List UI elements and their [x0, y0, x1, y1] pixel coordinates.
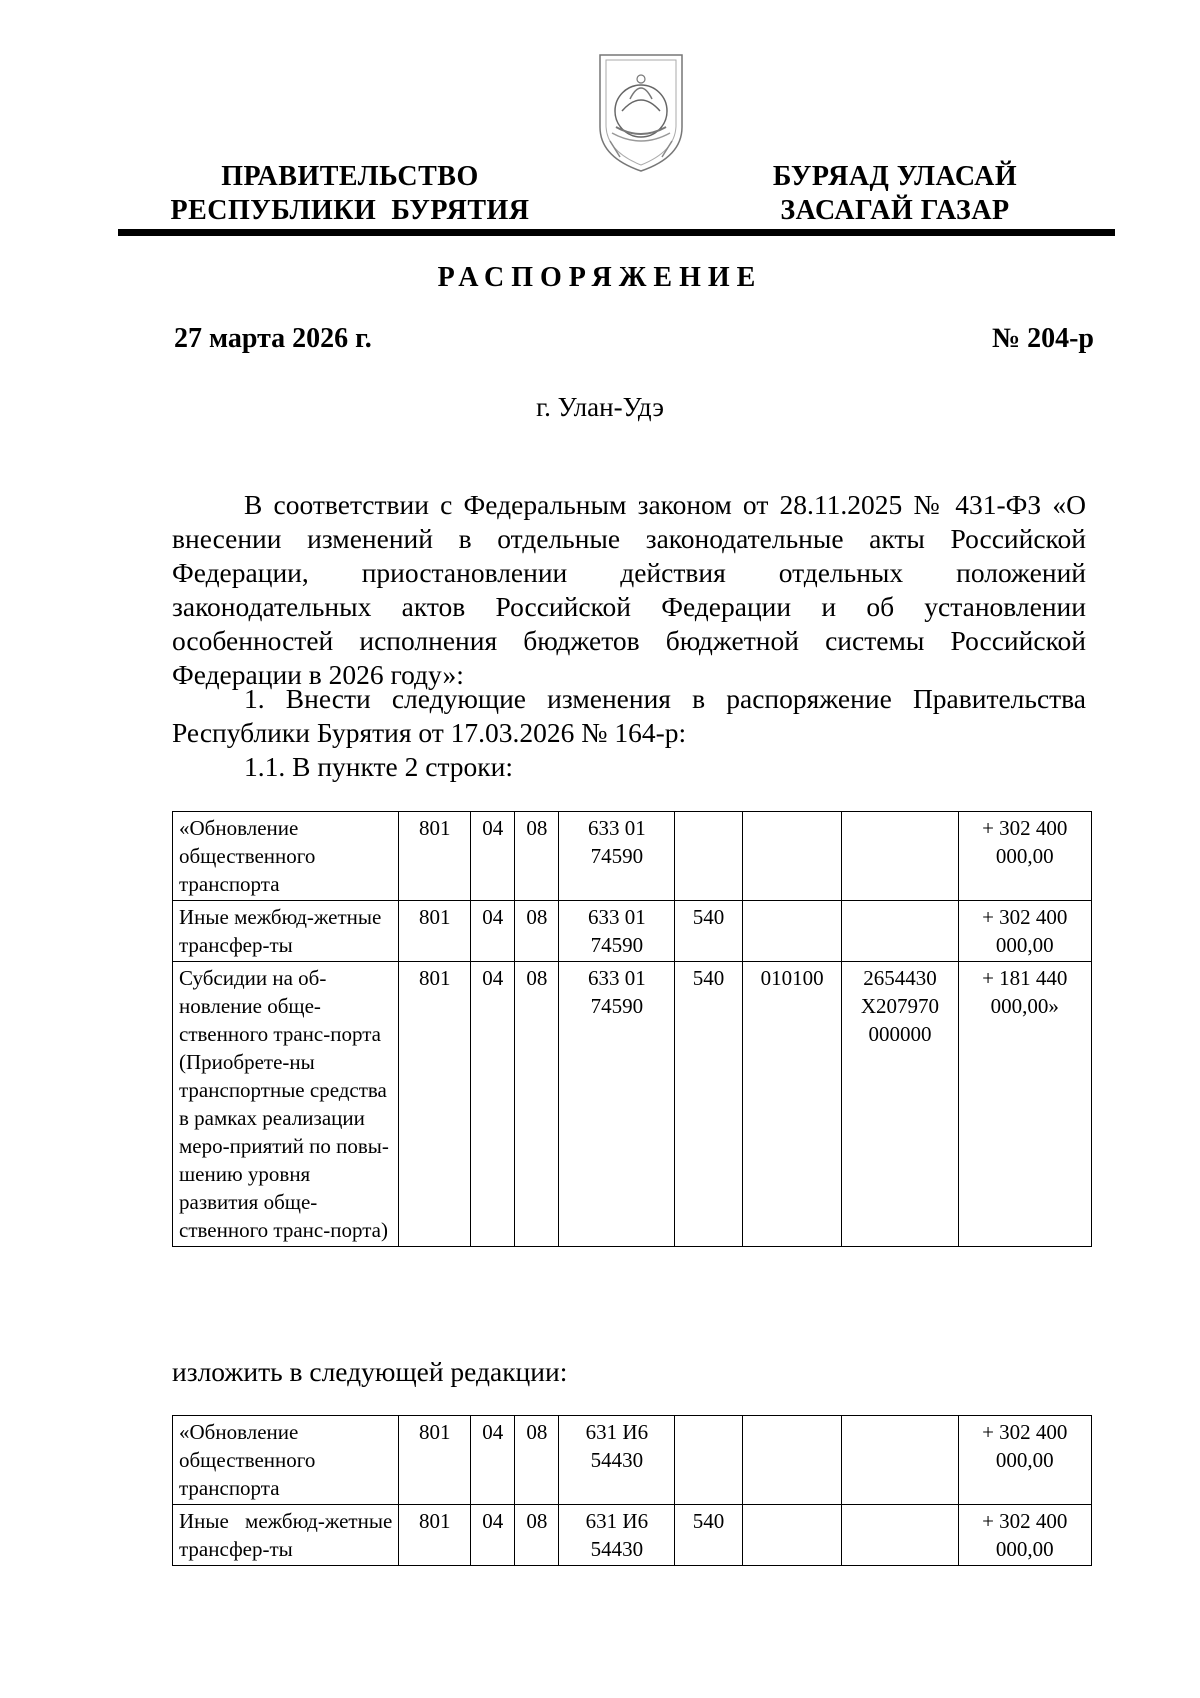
header-left-line1: ПРАВИТЕЛЬСТВО [221, 161, 479, 192]
cell-c1: 801 [399, 812, 471, 901]
cell-amount: + 302 400 000,00 [958, 1505, 1092, 1566]
cell-c2: 04 [471, 812, 515, 901]
cell-c3: 08 [515, 901, 559, 962]
cell-c6: 010100 [742, 962, 842, 1247]
row-name: «Обновление общественного транспорта [173, 1416, 399, 1505]
header-left-block [160, 160, 540, 228]
document-number: № 204-р [991, 323, 1094, 354]
header-divider [118, 229, 1115, 236]
table-row [173, 962, 1092, 1247]
header-right-line1: БУРЯАД УЛАСАЙ [772, 161, 1018, 192]
row-name: Иные межбюд-жетные трансфер-ты [173, 901, 399, 962]
row-name: «Обновление общественного транспорта [173, 812, 399, 901]
cell-c3: 08 [515, 962, 559, 1247]
table-row [173, 812, 1092, 901]
cell-c6 [742, 812, 842, 901]
cell-c1: 801 [399, 1505, 471, 1566]
cell-amount: + 302 400 000,00 [958, 1416, 1092, 1505]
cell-c7: 2654430 Х207970 000000 [842, 962, 958, 1247]
cell-c4: 631 И6 54430 [559, 1416, 675, 1505]
cell-amount: + 302 400 000,00 [958, 812, 1092, 901]
table-old-rows [172, 811, 1092, 1247]
cell-c2: 04 [471, 962, 515, 1247]
cell-c2: 04 [471, 1416, 515, 1505]
cell-c4: 633 01 74590 [559, 901, 675, 962]
document-date: 27 марта 2026 г. [174, 323, 372, 354]
header-right-line2: ЗАСАГАЙ ГАЗАР [780, 195, 1010, 226]
cell-c3: 08 [515, 1416, 559, 1505]
cell-c7 [842, 1505, 958, 1566]
cell-c4: 631 И6 54430 [559, 1505, 675, 1566]
cell-c3: 08 [515, 1505, 559, 1566]
table-row [173, 901, 1092, 962]
table-row [173, 1416, 1092, 1505]
item-1-paragraph: 1. Внести следующие изменения в распоряжение Правительства Республики Бурятия от 17.03.2026 № 164-р: [172, 683, 1086, 748]
cell-c6 [742, 901, 842, 962]
cell-c7 [842, 901, 958, 962]
document-city: г. Улан-Удэ [536, 392, 664, 422]
table-row [173, 1505, 1092, 1566]
cell-amount: + 302 400 000,00 [958, 901, 1092, 962]
cell-c5 [675, 812, 742, 901]
header-right-block [745, 160, 1045, 228]
row-name: Иные межбюд-жетные трансфер-ты [173, 1505, 399, 1566]
cell-c3: 08 [515, 812, 559, 901]
cell-c1: 801 [399, 962, 471, 1247]
cell-c5: 540 [675, 962, 742, 1247]
cell-c2: 04 [471, 1505, 515, 1566]
replacement-phrase: изложить в следующей редакции: [172, 1356, 568, 1387]
cell-c6 [742, 1416, 842, 1505]
row-name: Субсидии на об-новление обще-ственного транс-порта (Приобрете-ны транспортные средства в рамках реализации меро-приятий по повы-шению уровня развития обще-ственного транс-порта) [173, 962, 399, 1247]
cell-amount: + 181 440 000,00» [958, 962, 1092, 1247]
cell-c1: 801 [399, 1416, 471, 1505]
cell-c2: 04 [471, 901, 515, 962]
cell-c7 [842, 812, 958, 901]
document-title: РАСПОРЯЖЕНИЕ [437, 262, 763, 293]
cell-c1: 801 [399, 901, 471, 962]
cell-c5: 540 [675, 1505, 742, 1566]
coat-of-arms-emblem [592, 49, 690, 174]
item-1-1-paragraph: 1.1. В пункте 2 строки: [244, 751, 514, 782]
table-new-rows [172, 1415, 1092, 1566]
header-left-line2: РЕСПУБЛИКИ БУРЯТИЯ [170, 195, 530, 226]
cell-c5 [675, 1416, 742, 1505]
preamble-paragraph: В соответствии с Федеральным законом от 28.11.2025 № 431-ФЗ «О внесении изменений в отдельные законодательные акты Российской Федерации, приостановлении действия отдельных положений законодательных актов Российской Федерации и об установлении особенностей исполнения бюджетов бюджетной системы Российской Федерации в 2026 году»: [172, 489, 1086, 690]
cell-c5: 540 [675, 901, 742, 962]
cell-c4: 633 01 74590 [559, 962, 675, 1247]
cell-c7 [842, 1416, 958, 1505]
cell-c4: 633 01 74590 [559, 812, 675, 901]
cell-c6 [742, 1505, 842, 1566]
